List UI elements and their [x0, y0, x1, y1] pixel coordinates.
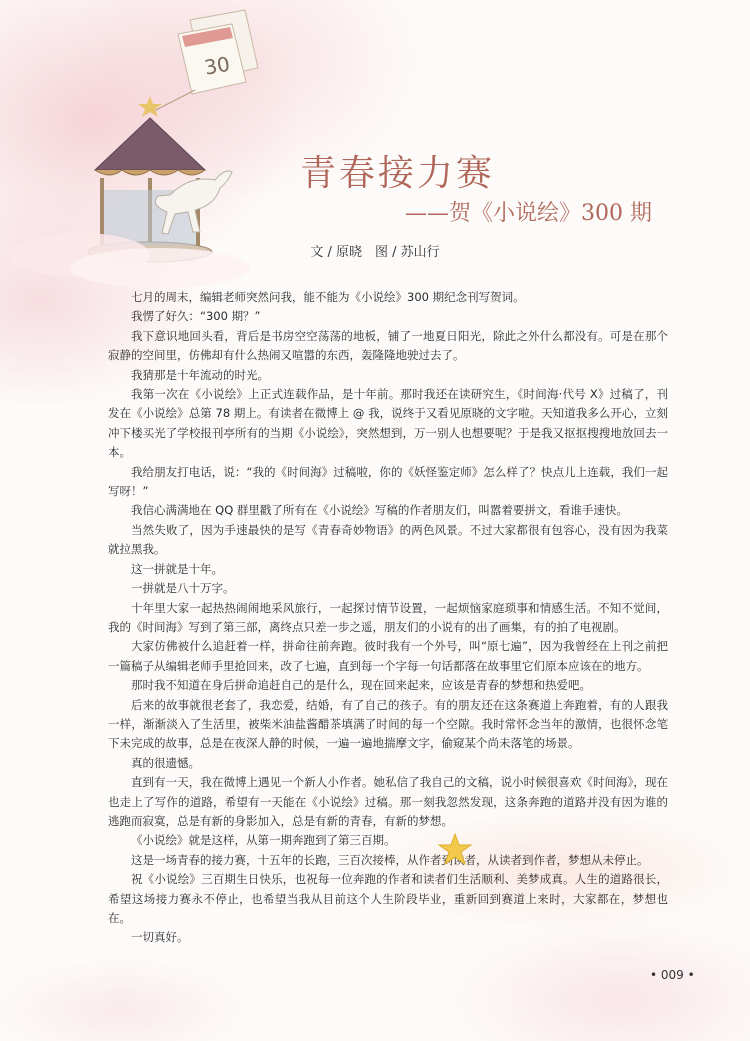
- paragraph: 直到有一天，我在微博上遇见一个新人小作者。她私信了我自己的文稿，说小时候很喜欢《时间海》，现在也走上了写作的道路，希望有一天能在《小说绘》过稿。那一刻我忽然发现，这条奔跑的道路并没有因为谁的逃跑而寂寞，总是有新的身影加入，总是有新的青春，有新的梦想。: [108, 775, 668, 828]
- paragraph: 《小说绘》就是这样，从第一期奔跑到了第三百期。: [131, 833, 396, 848]
- star-icon: [437, 833, 473, 867]
- article-body: [108, 288, 668, 948]
- horse-icon: [155, 171, 232, 234]
- byline: 文 / 原晓 图 / 苏山行: [310, 245, 440, 260]
- paragraph: 一拼就是八十万字。: [131, 581, 235, 596]
- article-title: 青春接力赛: [300, 153, 496, 194]
- article-subtitle: ——贺《小说绘》300 期: [405, 201, 652, 226]
- paragraph: 那时我不知道在身后拼命追赶自己的是什么，现在回来起来，应该是青春的梦想和热爱吧。: [131, 678, 591, 693]
- paragraph: 我第一次在《小说绘》上正式连载作品，是十年前。那时我还在读研究生，《时间海·代号 X》过稿了，刊发在《小说绘》总第 78 期上。有读者在微博上 @ 我，说终于又看见原晓的文字啦。天知道我多么开心，立刻冲下楼买光了学校报刊亭所有的当期《小说绘》，突然想到，万一别人也想要呢？于是我又抠抠搜搜地放回去一本。: [108, 387, 668, 460]
- paragraph: 七月的周末，编辑老师突然问我，能不能为《小说绘》300 期纪念刊写贺词。: [131, 290, 525, 304]
- paragraph: 大家仿佛被什么追赶着一样，拼命往前奔跑。彼时我有一个外号，叫“原七遍”，因为我曾经在上刊之前把一篇稿子从编辑老师手里抢回来，改了七遍，直到每一个字每一句话都落在故事里它们原本应该在的地方。: [108, 639, 668, 673]
- paragraph: 我下意识地回头看，背后是书房空空荡荡的地板，铺了一地夏日阳光，除此之外什么都没有。可是在那个寂静的空间里，仿佛却有什么热闹又喧嚣的东西，轰隆隆地驶过去了。: [108, 328, 668, 363]
- paragraph: 一切真好。: [131, 930, 189, 945]
- paragraph: 这是一场青春的接力赛，十五年的长跑，三百次接棒，从作者到读者，从读者到作者，梦想从未停止。: [131, 852, 649, 867]
- paragraph: 后来的故事就很老套了，我恋爱，结婚，有了自己的孩子。有的朋友还在这条赛道上奔跑着，有的人跟我一样，渐渐淡入了生活里，被柴米油盐酱醋茶填满了时间的每一个空隙。我时常怀念当年的激情，也很怀念笔下未完成的故事，总是在夜深人静的时候，一遍一遍地揣摩文字，偷窥某个尚未落笔的场景。: [108, 697, 668, 751]
- page-number: • 009 •: [650, 968, 695, 982]
- paragraph: 我猜那是十年流动的时光。: [131, 367, 269, 382]
- paragraph: 祝《小说绘》三百期生日快乐，也祝每一位奔跑的作者和读者们生活顺利、美梦成真。人生的道路很长，希望这场接力赛永不停止，也希望当我从目前这个人生阶段毕业，重新回到赛道上来时，大家都在，梦想也在。: [108, 872, 668, 925]
- paragraph: 我愣了好久：“300 期？”: [131, 309, 261, 324]
- svg-text:30: 30: [202, 51, 232, 80]
- paragraph: 我信心满满地在 QQ 群里戳了所有在《小说绘》写稿的作者朋友们，叫嚣着要拼文，看谁手速快。: [131, 503, 628, 518]
- paragraph: 这一拼就是十年。: [131, 561, 223, 576]
- star-icon: [138, 96, 162, 117]
- calendar-icon: [178, 10, 258, 94]
- paragraph: 我给朋友打电话，说：“我的《时间海》过稿啦，你的《妖怪鉴定师》怎么样了？快点儿上连载，我们一起写呀！”: [108, 464, 668, 499]
- paragraph: 真的很遗憾。: [131, 755, 200, 770]
- paragraph: 十年里大家一起热热闹闹地采风旅行，一起探讨情节设置，一起烦恼家庭琐事和情感生活。不知不觉间，我的《时间海》写到了第三部，离终点只差一步之遥，朋友们的小说有的出了画集，有的拍了电视剧。: [108, 600, 668, 634]
- paragraph: 当然失败了，因为手速最快的是写《青春奇妙物语》的两色风景。不过大家都很有包容心，没有因为我菜就拉黑我。: [108, 522, 668, 557]
